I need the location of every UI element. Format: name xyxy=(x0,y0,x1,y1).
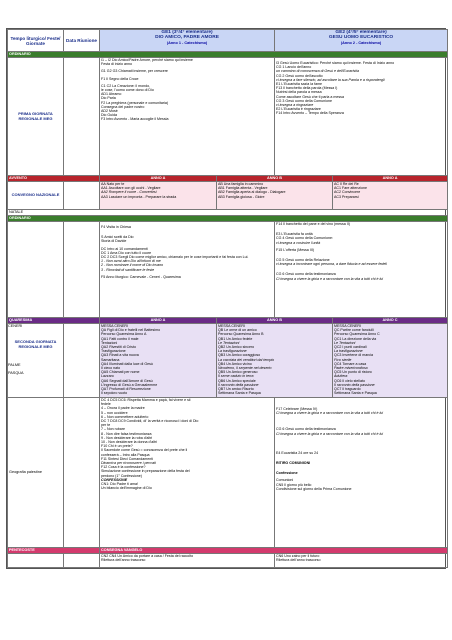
list-item: Ci insegna a vivere la gioia e a raccontare con la vita a tutti chi è lui xyxy=(276,431,384,436)
list-item: Dio Guida xyxy=(101,113,117,118)
list-item: F1 Il Segno della Croce xyxy=(101,76,139,81)
list-item: Fico sterile xyxy=(334,357,352,362)
list-item: CN6 Uno zaino per il futuro xyxy=(276,554,320,558)
list-item: F2 La preghiera (personale e comunitaria) xyxy=(101,100,169,105)
list-item: 10 - Non desiderare la donna d'altri xyxy=(101,440,158,445)
list-item: E2 L'Eucaristia è ringraziare xyxy=(276,107,321,112)
label-convegno: CONVEGNO NAZIONALE xyxy=(8,182,64,210)
list-item: Le Tentazioni xyxy=(218,340,240,345)
quaresima-row xyxy=(8,324,448,398)
list-item: AD2 Mosè xyxy=(101,109,118,114)
list-item: AB2 Famiglia aperta al dialogo - Dialogare xyxy=(218,190,286,195)
date-cell xyxy=(64,58,100,176)
list-item: CN1: Dio Padre ti ama! xyxy=(101,482,138,487)
list-item: QC3 Invertene di marcia xyxy=(334,353,373,358)
list-item: G1 G2 G3 Chiamati insieme, per crescere xyxy=(101,69,168,74)
list-item: F15 L'offerta (Messa III) xyxy=(276,247,315,252)
list-item: QB4 Un Amico vicino xyxy=(218,361,252,366)
list-item: DC 7 DC8 DC9 Condividi, di' la verità e riconosci i doni di Dio xyxy=(101,419,199,424)
list-item: Dinamica per riconoscere i peccati xyxy=(101,461,156,466)
quaresima-anno-a: ANNO A xyxy=(100,318,217,324)
band-pentecoste: PENTECOSTE xyxy=(8,548,100,554)
list-item: E1 L'Eucaristia sazia la fame xyxy=(276,82,323,87)
label-pasqua: PASQUA xyxy=(8,370,24,375)
list-item: AA3 Lasciare un impronta - Preparare la strada xyxy=(101,194,177,199)
list-item: CONFESSIONE xyxy=(101,477,128,482)
label-cell xyxy=(8,554,64,568)
list-item: AA Nato per te xyxy=(101,182,125,186)
header-ge2 xyxy=(275,30,448,52)
date-cell xyxy=(64,222,100,318)
list-item: CG 6 Gesù uomo della testimonianza xyxy=(276,427,336,432)
list-item: F13 Il banchetto della parola (Messa I) xyxy=(276,86,338,91)
ge2-theme: GESÙ UOMO EUCARISTICO xyxy=(328,35,394,41)
ge1-sub: (Anno 1 - Catechismo) xyxy=(166,40,208,45)
list-item: La cacciata dei venditori dal tempio xyxy=(218,357,275,362)
list-item: Percorso Quaresima Anno B xyxy=(218,332,264,337)
list-item: un cammino di conoscenza di Gesù e dell'Eucaristia xyxy=(276,69,360,74)
list-item: L'ingresso di Gesù a Gerusalemme xyxy=(101,382,158,387)
list-item: QA2 Rivestiti di Cristo xyxy=(101,345,136,350)
band-quaresima: QUARESIMA xyxy=(8,318,100,324)
list-item: RITIRO COMUNIONI xyxy=(276,461,311,466)
list-item: MESSA CENERI xyxy=(218,324,245,328)
list-item: QC2 I punti cardinali xyxy=(334,345,367,350)
list-item: QC5 Un punto di ristoro xyxy=(334,370,372,375)
list-item: F11 Sintesi Dieci Comandamenti xyxy=(101,456,154,461)
list-item: ci insegna a fare silenzio, ad ascoltare la sua Parola e a rispondergli xyxy=(276,77,385,82)
list-item: MESSA CENERI xyxy=(334,324,361,328)
date-cell xyxy=(64,324,100,398)
ge2-sub: (Anno 2 - Catechismo) xyxy=(340,40,382,45)
list-item: Settimana Santa e Pasqua xyxy=(334,391,377,396)
list-item: Settimana Santa e Pasqua xyxy=(218,391,261,396)
list-item: 8 - Non dire falsa testimonianza xyxy=(101,431,152,436)
list-item: Rilettura dell'anno trascorso xyxy=(101,558,146,563)
list-item: Samaritana xyxy=(101,357,120,362)
band-ordinario-1: ORDINARIO xyxy=(8,52,448,58)
list-item: S Amici scelti da Dio xyxy=(101,235,134,240)
list-item: QB5 Un Amico generoso xyxy=(218,370,258,375)
avvento-col-a xyxy=(100,182,217,210)
ge2-title: GE2 (4°/5° elementare) xyxy=(335,30,387,35)
list-item: Trasfigurazione xyxy=(101,349,126,354)
list-item: DC 4 DC5 DC6 :Rispetta Mamma e papà, fai vivere e sii xyxy=(101,398,191,402)
avvento-row xyxy=(8,182,448,210)
list-item: CG 2 Gesù uomo dell'ascolto xyxy=(276,73,323,78)
list-item: QA7 Profumati di Resurrezione xyxy=(101,387,151,392)
list-item: AC Il Re dei Re xyxy=(334,182,359,186)
list-item: La trasfigurazione xyxy=(218,349,247,354)
quaresima-anno-c: ANNO C xyxy=(333,318,448,324)
ordinario3-ge2 xyxy=(275,398,448,548)
list-item: QB6 Un Amico speciale xyxy=(218,378,256,383)
list-item: CG 4 Gesù uomo della Comunione: xyxy=(276,236,333,241)
list-item: CG 3 Gesù uomo della Comunione xyxy=(276,98,332,103)
list-item: Tentazioni xyxy=(101,340,118,345)
list-item: Adultera xyxy=(334,374,348,379)
list-item: 9 - Non desiderare la roba d'altri xyxy=(101,435,153,440)
date-cell xyxy=(64,554,100,568)
list-item: AA2 Rompere il cuore - Convertirsi xyxy=(101,190,157,195)
quaresima-col-c xyxy=(333,324,448,398)
list-item: AB1 Famiglia attenta - Vegliare xyxy=(218,186,268,191)
ordinario1-ge2 xyxy=(275,58,448,176)
list-item: AC3 Prepararsi xyxy=(334,194,359,199)
list-item: Il cieco nato xyxy=(101,366,121,371)
list-item: Il racconto della passione xyxy=(218,382,259,387)
list-item: AC2 Convincere xyxy=(334,190,361,195)
list-item: F12 Cosa è la confessione? xyxy=(101,465,146,470)
ge1-title: GE1 (3°/4° elementare) xyxy=(161,30,213,35)
quaresima-label-cell xyxy=(8,324,64,398)
list-item: Il sepolcro vuoto xyxy=(101,391,128,396)
avvento-anno-b: ANNO B xyxy=(217,176,333,182)
list-item: MESSA CENERI xyxy=(101,324,128,328)
list-item: ci insegna a costruire l'unità xyxy=(276,240,321,245)
list-item: QB1 Un Amico fedele xyxy=(218,336,253,341)
avvento-anno-c: ANNO A xyxy=(333,176,448,182)
list-item: QA4 Illuminati dalla luce di Gesù xyxy=(101,361,153,366)
list-item: I3 Gesù Uomo Eucaristico: Perché siamo qui insieme. Festa di Inizio anno xyxy=(276,61,395,65)
list-item: QC6 Il cielo stellato xyxy=(334,378,365,383)
list-item: QB3 Un Amico coraggioso xyxy=(218,353,261,358)
list-item: DC 1 Ama Dio con tutto il cuore xyxy=(101,250,152,255)
list-item: Lazzaro xyxy=(101,374,114,379)
avvento-col-c xyxy=(333,182,448,210)
program-grid xyxy=(7,29,448,568)
list-item: le cose, l'uomo come dono di Dio xyxy=(101,88,154,93)
list-item: QA1 Fatti contro il male xyxy=(101,336,139,341)
list-item: AB3 Famiglia gioiosa - Gioire xyxy=(218,194,265,199)
list-item: Rilettura dell'anno trascorso xyxy=(276,558,321,563)
date-cell xyxy=(64,182,100,210)
list-item: QB2 Un Amico sincero xyxy=(218,345,255,350)
list-item: Come ascoltare Gesù che ti parla a messa xyxy=(276,94,344,99)
ordinario3-row xyxy=(8,398,448,548)
list-item: Nutrirsi della parola a messa xyxy=(276,90,322,95)
list-item: Festa di inizio anno xyxy=(101,62,132,67)
list-item: CG 1 Lancio dell'anno xyxy=(276,65,312,70)
list-item: F14 Intro Avvento – Tempo della Speranza xyxy=(276,111,344,116)
list-item: CN5 Il giorno più bello xyxy=(276,482,312,487)
list-item: per te xyxy=(101,423,111,428)
list-item: QA Figli di Dio e fratelli nel Battesimo xyxy=(101,328,161,333)
quaresima-anno-b: ANNO B xyxy=(217,318,333,324)
list-item: Percorso Quaresima Anno A xyxy=(101,332,147,337)
ge1-theme: DIO AMICO, PADRE AMORE xyxy=(155,35,219,41)
list-item: F14 Il banchetto del pane e del vino (messa II) xyxy=(276,222,350,226)
list-item: QC Partire come fanciulli xyxy=(334,328,374,333)
ordinario2-ge1 xyxy=(100,222,275,318)
quaresima-col-b xyxy=(217,324,333,398)
list-item: Storia di Davide xyxy=(101,239,127,244)
list-item: La trasfigurazione xyxy=(334,349,363,354)
list-item: CG 5 Gesù uomo della Relazione xyxy=(276,258,330,263)
list-item: Condivisione sul giorno della Prima Comunione xyxy=(276,486,352,491)
list-item: perdono (1° Confessione) xyxy=(101,473,142,478)
list-item: Simulazione confessione in preparazione della festa del xyxy=(101,469,190,474)
list-item: F10 Chi è un prete? xyxy=(101,444,133,449)
list-item: Comunioni xyxy=(276,478,294,483)
list-item: F3 Intro Avvento - Maria accoglie il Messia xyxy=(101,117,169,122)
list-item: QC1 La direzione della via xyxy=(334,336,377,341)
pentecoste-ge1 xyxy=(100,554,275,568)
label-prima-giornata: PRIMA GIORNATA REGIONALE MEG xyxy=(8,58,64,176)
ordinario2-row xyxy=(8,222,448,318)
list-item: QC4 Tornare a casa xyxy=(334,361,367,366)
list-item: 7 – Non rubare xyxy=(101,427,125,432)
list-item: QA6 Segnati dall'Amore di Gesù xyxy=(101,378,153,383)
list-item: 4 – Onora il padre la madre xyxy=(101,406,145,411)
list-item: Un bilancio dell'immagine di Dio xyxy=(101,486,152,491)
list-item: AB Una famiglia in cammino xyxy=(218,182,264,186)
list-item: Il racconto della passione xyxy=(334,382,375,387)
date-cell xyxy=(64,398,100,548)
list-item: Padre misericordioso xyxy=(334,366,368,371)
label-cell xyxy=(8,222,64,318)
list-item: QC7 Il traguardo xyxy=(334,387,361,392)
list-item: QB Le orme di un amico xyxy=(218,328,257,333)
list-item: confesserà – Intro alla Pasqua xyxy=(101,452,150,457)
avvento-anno-a: ANNO A xyxy=(100,176,217,182)
list-item: Consegna del padre nostro xyxy=(101,104,145,109)
list-item: 3 - Ricordati di santificare le feste xyxy=(101,267,155,272)
list-item: QB7 Un amico Risorto xyxy=(218,387,254,392)
list-item: C1 C2 La Creazione: il mondo, xyxy=(101,83,151,88)
quaresima-col-a xyxy=(100,324,217,398)
list-item: I1 – I2 Dio Amico/Padre Amore, perché siamo qui insieme xyxy=(101,58,193,62)
program-table xyxy=(6,28,446,569)
list-item: DC 2 DC3 Scegli Dio come miglior amico, chiamalo per le cose importanti e fai festa con Lui. xyxy=(101,255,249,260)
list-item: Ci insegna a vivere la gioia e a raccontare con la vita a tutti chi è lui xyxy=(276,276,384,281)
list-item: ci insegna a incontrare ogni persona, a dare fiducia e ad essere fedeli xyxy=(276,262,387,267)
list-item: E3 L'Eucaristia fa unità xyxy=(276,232,313,237)
avvento-col-b xyxy=(217,182,333,210)
list-item: fedele xyxy=(101,402,111,407)
list-item: Nicodemo, il serpente nel deserto xyxy=(218,366,272,371)
ordinario1-ge1 xyxy=(100,58,275,176)
list-item: F17 Celebrare (Messa IV) xyxy=(276,407,318,411)
list-item: F5 Anno liturgico: Carnevale - Ceneri - Quaresima xyxy=(101,274,181,279)
list-item: CG 6 Gesù uomo della testimonianza xyxy=(276,272,336,277)
list-item: QA3 Rinati a vita nuova xyxy=(101,353,139,358)
list-item: Ci insegna a vivere la gioia e a raccontare con la vita a tutti chi è lui xyxy=(276,411,384,416)
list-item: CN2 CN4 Un Amico da portare a casa / Festa del raccolto xyxy=(101,554,194,558)
pentecoste-ge2 xyxy=(275,554,448,568)
label-natale: NATALE xyxy=(8,210,448,216)
list-item: AC1 Fare attenzione xyxy=(334,186,367,191)
header-date-col: Data Riunione xyxy=(64,30,100,52)
list-item: 6 – Non commettere adulterio xyxy=(101,414,149,419)
label-ceneri: CENERI xyxy=(8,324,23,328)
list-item: AD1 Abramo xyxy=(101,92,122,97)
list-item: E4 Eucaristia 24 ore su 24 xyxy=(276,450,319,455)
ordinario1-row xyxy=(8,58,448,176)
ordinario3-ge1 xyxy=(100,398,275,548)
ordinario2-ge2 xyxy=(275,222,448,318)
list-item: Il Sacerdote come Gesù = conoscenza del prete che li xyxy=(101,448,188,453)
band-avvento: AVVENTO xyxy=(8,176,100,182)
header-time-col: Tempo liturgico/ Feste/ Giornate xyxy=(8,30,64,52)
list-item: F4 Visita in Chiesa xyxy=(101,225,131,229)
label-geografia: Geografia palestine xyxy=(8,398,64,548)
pentecoste-row xyxy=(8,554,448,568)
list-item: ci insegna a ringraziare xyxy=(276,103,314,108)
list-item: 2 - Non nominare il nome di Dio invano xyxy=(101,263,164,268)
list-item: 5 – non uccidere xyxy=(101,410,128,415)
band-consegna-vangelo: CONSEGNA VANGELO xyxy=(100,548,448,554)
list-item: Il seme caduto in terra xyxy=(218,374,254,379)
list-item: Confessione xyxy=(276,471,298,476)
list-item: QA5 Chiamati per nome xyxy=(101,370,140,375)
list-item: Percorso Quaresima Anno C xyxy=(334,332,380,337)
band-ordinario-2: ORDINARIO xyxy=(8,216,448,222)
list-item: Dio Parla xyxy=(101,96,116,101)
list-item: DC Intro ai 10 comandamenti xyxy=(101,246,148,251)
label-seconda-giornata: SECONDA GIORNATA REGIONALE MEG xyxy=(14,339,57,349)
label-palme: PALME xyxy=(8,363,21,368)
header-ge1 xyxy=(100,30,275,52)
list-item: AA1 Ascoltare con gli occhi - Vegliare xyxy=(101,186,161,191)
header-row xyxy=(8,30,448,52)
list-item: Le Tentazioni xyxy=(334,340,356,345)
list-item: 1 - Non avrai altro Dio all'infuori di me xyxy=(101,259,161,264)
